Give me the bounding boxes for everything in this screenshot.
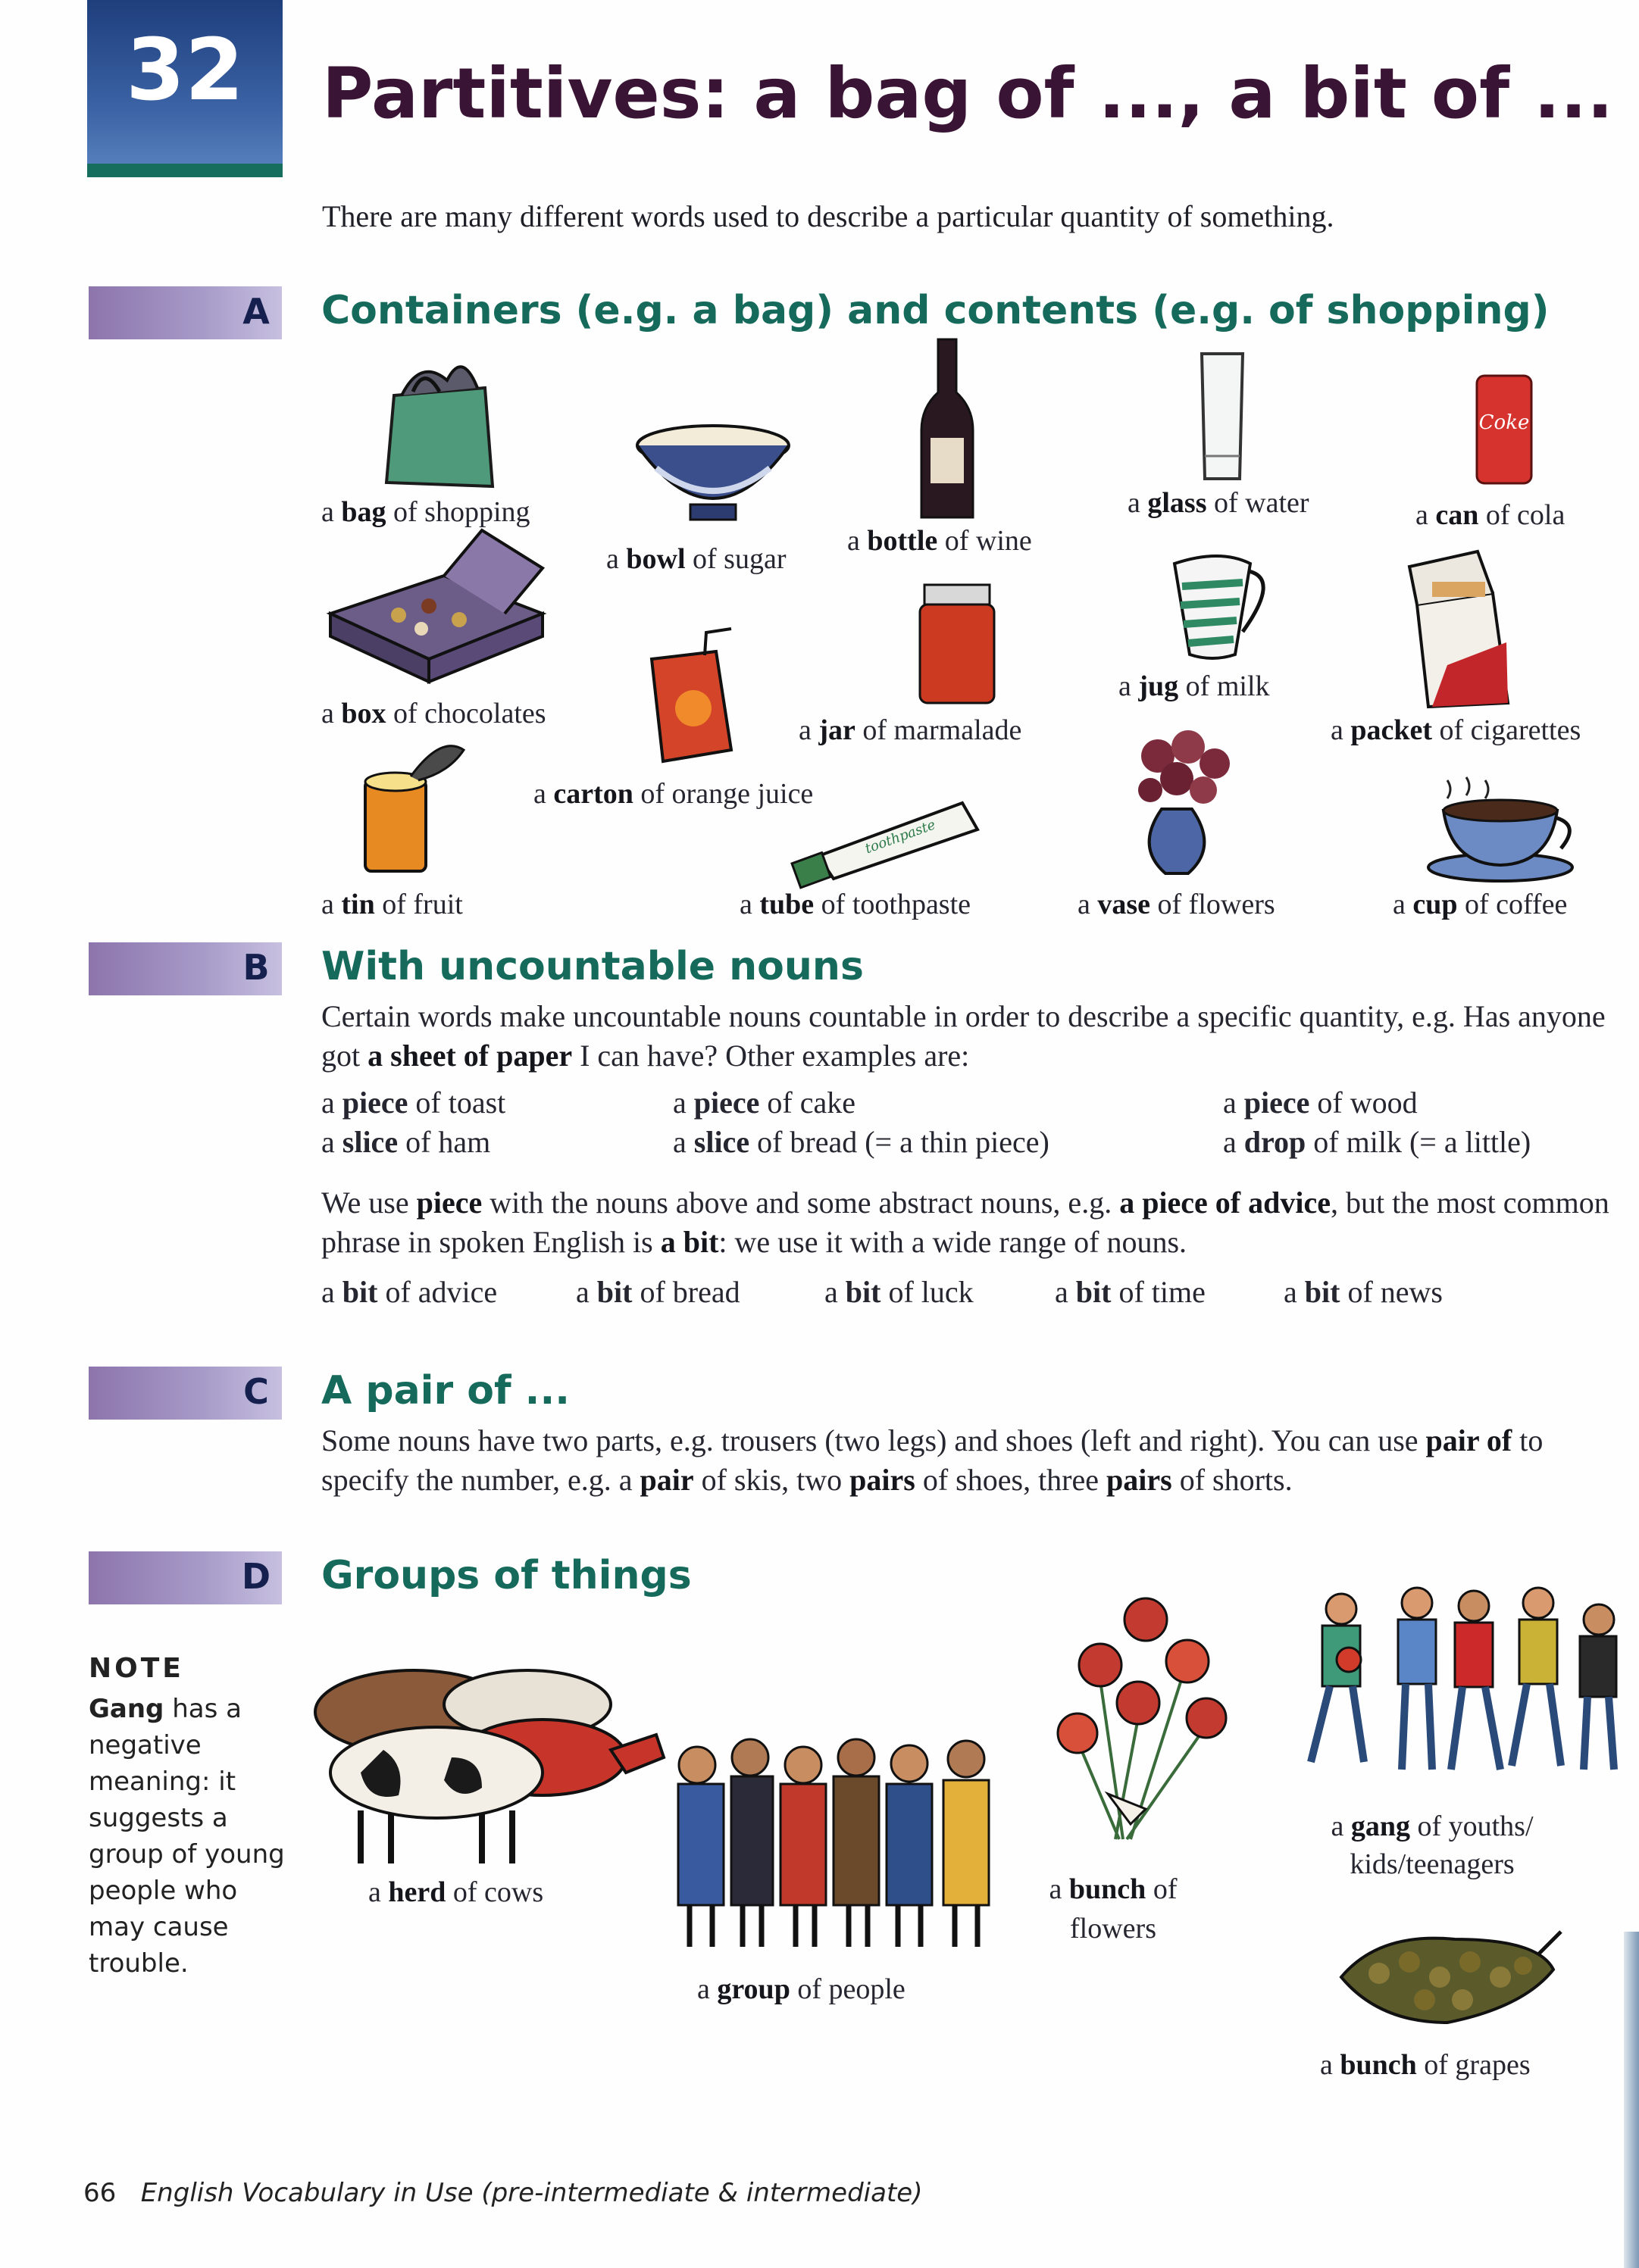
caption-cup: a cup of coffee (1393, 889, 1568, 920)
bit-time: a bit of time (1055, 1275, 1206, 1309)
bit-bread: a bit of bread (576, 1275, 740, 1309)
caption-herd: a herd of cows (368, 1876, 544, 1908)
example-slice-bread: a slice of bread (= a thin piece) (673, 1125, 1049, 1159)
example-piece-wood: a piece of wood (1223, 1086, 1418, 1120)
juice-carton-picture (644, 629, 750, 765)
caption-glass: a glass of water (1128, 487, 1309, 519)
milk-jug-picture (1159, 548, 1281, 670)
coffee-cup-picture (1425, 773, 1576, 886)
note-text: Gang has a negative meaning: it suggests a group of young people who may cause trouble. (89, 1694, 285, 1979)
example-drop-milk: a drop of milk (= a little) (1223, 1125, 1531, 1159)
caption-packet: a packet of cigarettes (1331, 714, 1581, 746)
bit-news: a bit of news (1284, 1275, 1443, 1309)
section-b-letter: B (242, 947, 270, 988)
book-title: English Vocabulary in Use (pre-intermediate & intermediate) (140, 2178, 923, 2208)
caption-carton: a carton of orange juice (533, 778, 814, 810)
caption-bowl: a bowl of sugar (606, 543, 787, 575)
section-c-letter: C (243, 1371, 269, 1412)
people-group-picture (667, 1727, 1015, 1954)
intro-text: There are many different words used to describe a particular quantity of something. (322, 199, 1334, 233)
section-a-letter: A (242, 291, 270, 332)
example-piece-cake: a piece of cake (673, 1086, 855, 1120)
cola-logo: Coke (1478, 411, 1530, 434)
page-number: 66 (83, 2178, 117, 2208)
toothpaste-tube-picture (788, 788, 985, 886)
chocolate-box-picture (330, 530, 550, 689)
example-slice-ham: a slice of ham (321, 1125, 491, 1159)
grapes-picture (1334, 1924, 1569, 2038)
caption-bottle: a bottle of wine (847, 525, 1032, 557)
caption-vase: a vase of flowers (1078, 889, 1275, 920)
page-footer (83, 2178, 922, 2208)
cows-picture (300, 1644, 671, 1871)
caption-bunch-flowers: a bunch of flowers (1049, 1873, 1178, 1945)
gang-picture (1281, 1588, 1629, 1785)
caption-box: a box of chocolates (321, 698, 546, 729)
caption-bag: a bag of shopping (321, 496, 530, 528)
section-b-paragraph-1: Certain words make uncountable nouns countable in order to describe a specific quantity, e.g. Has anyone got a sheet of paper I can have? Other examples are: (321, 999, 1606, 1073)
section-b-title: With uncountable nouns (321, 944, 864, 989)
page-title: Partitives: a bag of ..., a bit of ... (322, 53, 1614, 134)
caption-jug: a jug of milk (1118, 670, 1270, 702)
example-piece-toast: a piece of toast (321, 1086, 506, 1120)
shopping-bag-picture (379, 350, 500, 494)
unit-number: 32 (126, 21, 244, 120)
section-d-letter: D (241, 1556, 271, 1597)
caption-jar: a jar of marmalade (799, 714, 1022, 746)
wine-bottle-picture (917, 339, 977, 521)
unit-number-bar (87, 164, 283, 177)
flower-vase-picture (1112, 718, 1256, 885)
caption-gang: a gang of youths/ kids/teenagers (1331, 1810, 1534, 1880)
section-d-title: Groups of things (321, 1553, 692, 1598)
caption-bunch-grapes: a bunch of grapes (1320, 2049, 1531, 2081)
note-heading: NOTE (89, 1653, 184, 1684)
cigarette-packet-picture (1402, 551, 1523, 711)
caption-tin: a tin of fruit (321, 889, 463, 920)
glass-picture (1196, 350, 1249, 483)
marmalade-jar-picture (915, 585, 999, 706)
bowl-picture (633, 423, 793, 529)
caption-can: a can of cola (1415, 499, 1565, 531)
section-c-paragraph: Some nouns have two parts, e.g. trousers (two legs) and shoes (left and right). You can use pair of to specify the number, e.g. a pair of skis, two pairs of shoes, three pairs of shorts. (321, 1423, 1544, 1497)
section-a-title: Containers (e.g. a bag) and contents (e.g. of shopping) (321, 288, 1550, 333)
toothpaste-logo: toothpaste (862, 817, 938, 858)
section-b-paragraph-2: We use piece with the nouns above and some abstract nouns, e.g. a piece of advice, but the most common phrase in spoken English is a bit: we use it with a wide range of nouns. (321, 1186, 1609, 1259)
section-c-title: A pair of ... (321, 1368, 570, 1414)
caption-group: a group of people (697, 1973, 906, 2005)
caption-tube: a tube of toothpaste (740, 889, 971, 920)
flower-bunch-picture (1055, 1589, 1237, 1847)
cola-can-picture (1474, 370, 1534, 487)
bit-advice: a bit of advice (321, 1275, 498, 1309)
fruit-tin-picture (358, 742, 479, 879)
page-edge-shadow (1624, 1932, 1639, 2268)
bit-luck: a bit of luck (824, 1275, 974, 1309)
